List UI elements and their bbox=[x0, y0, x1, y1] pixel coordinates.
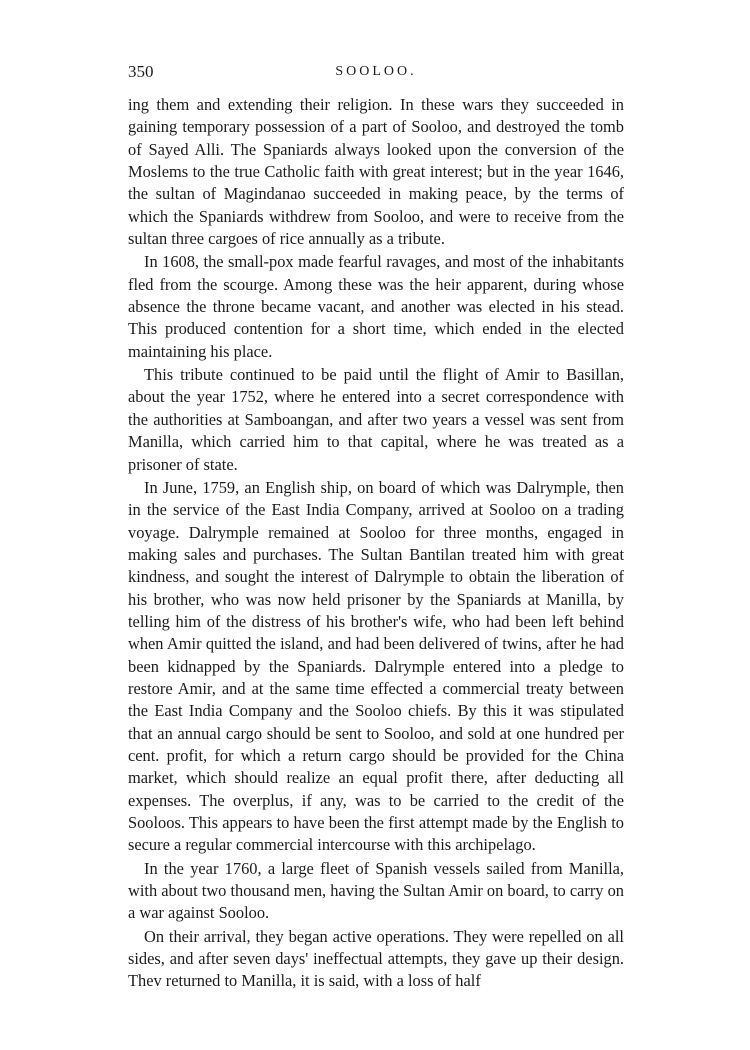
paragraph-continuation: ing them and extending their religion. In these wars they succeeded in gaining temporary possession of a part of Sooloo, and destroyed the tomb of Sayed Alli. The Spaniards always looked upon the conversion of the Moslems to the true Catholic faith with great interest; but in the year 1646, the sultan of Magindanao succeeded in making peace, by the terms of which the Spaniards withdrew from Sooloo, and were to receive from the sultan three cargoes of rice annually as a tribute. bbox=[128, 95, 624, 249]
paragraph-smallpox: In 1608, the small-pox made fearful ravages, and most of the inhabitants fled from the scourge. Among these was the heir apparent, during whose absence the throne became vacant, and another was elected in his stead. This produced contention for a short time, which ended in the elected maintaining his place. bbox=[128, 252, 624, 361]
running-title: SOOLOO. bbox=[335, 64, 417, 79]
running-head bbox=[128, 58, 624, 86]
page-number: 350 bbox=[128, 62, 154, 81]
paragraph-arrival: On their arrival, they began active operations. They were repelled on all sides, and after seven days' ineffectual attempts, they gave up their design. Thev returned to Manilla, it is said, with a loss of half bbox=[128, 926, 624, 991]
paragraph-dalrymple: In June, 1759, an English ship, on board of which was Dalrymple, then in the service of the East India Company, arrived at Sooloo on a trading voyage. Dalrymple remained at Sooloo for three months, engaged in making sales and purchases. The Sultan Bantilan treated him with great kindness, and sought the interest of Dalrymple to obtain the liberation of his brother, who was now held prisoner by the Spaniards at Manilla, by telling him of the distress of his brother's wife, who had been left behind when Amir quitted the island, and had been delivered of twins, after he had been kidnapped by the Spaniards. Dalrymple entered into a pledge to restore Amir, and at the same time effected a commercial treaty between the East India Company and the Sooloo chiefs. By this it was stipulated that an annual cargo should be sent to Sooloo, and sold at one hundred per cent. profit, for which a return cargo should be provided for the China market, which should realize an equal profit there, after deducting all expenses. The overplus, if any, was to be carried to the credit of the Sooloos. This appears to have been the first attempt made by the English to secure a regular commercial intercourse with this archipelago. bbox=[128, 477, 624, 855]
book-page bbox=[128, 58, 624, 994]
paragraph-spanish-fleet: In the year 1760, a large fleet of Spanish vessels sailed from Manilla, with about two thousand men, having the Sultan Amir on board, to carry on a war against Sooloo. bbox=[128, 858, 624, 923]
paragraph-tribute: This tribute continued to be paid until the flight of Amir to Basillan, about the year 1752, where he entered into a secret correspondence with the authorities at Samboangan, and after two years a vessel was sent from Manilla, which carried him to that capital, where he was treated as a prisoner of state. bbox=[128, 365, 624, 474]
body-text bbox=[128, 94, 624, 993]
